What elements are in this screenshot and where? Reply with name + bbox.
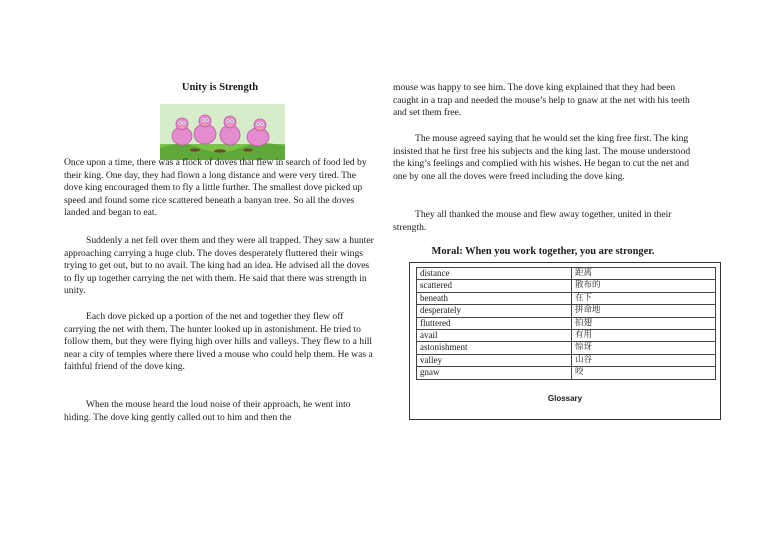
glossary-row xyxy=(417,330,716,342)
story-title: Unity is Strength xyxy=(181,82,259,93)
glossary-translation: 山谷 xyxy=(572,354,716,366)
glossary-row xyxy=(417,367,716,379)
doves-cartoon-image xyxy=(160,104,285,160)
glossary-term: gnaw xyxy=(417,367,572,379)
glossary-row xyxy=(417,354,716,366)
glossary-term: beneath xyxy=(417,292,572,304)
story-moral: Moral: When you work together, you are stronger. xyxy=(431,246,655,257)
glossary-row xyxy=(417,292,716,304)
glossary-table xyxy=(416,267,716,380)
story-paragraph: They all thanked the mouse and flew away together, united in their strength. xyxy=(393,209,672,233)
glossary-term: astonishment xyxy=(417,342,572,354)
glossary-row xyxy=(417,280,716,292)
story-paragraph: When the mouse heard the loud noise of their approach, he went into hiding. The dove king gently called out to him and then the xyxy=(64,399,351,423)
story-paragraph: Once upon a time, there was a flock of doves that flew in search of food led by their king. One day, they had flown a long distance and were very tired. The dove king encouraged them to fly a little further. The smallest dove picked up speed and found some rice scattered beneath a banyan tree. So all the doves landed and began to eat. xyxy=(64,157,367,219)
glossary-term: distance xyxy=(417,268,572,280)
story-paragraph: Suddenly a net fell over them and they were all trapped. They saw a hunter approaching carrying a huge club. The doves desperately fluttered their wings trying to get out, but to no avail. The king had an idea. He advised all the doves to fly up together carrying the net with them. He said that there was strength in unity. xyxy=(64,235,374,297)
glossary-translation: 拍翅 xyxy=(572,317,716,329)
glossary-translation: 散布的 xyxy=(572,280,716,292)
glossary-caption: Glossary xyxy=(547,394,583,403)
glossary-translation: 有用 xyxy=(572,330,716,342)
glossary-row xyxy=(417,342,716,354)
glossary-row xyxy=(417,317,716,329)
glossary-translation: 在下 xyxy=(572,292,716,304)
glossary-term: scattered xyxy=(417,280,572,292)
glossary-row xyxy=(417,268,716,280)
glossary-translation: 咬 xyxy=(572,367,716,379)
glossary-translation: 距离 xyxy=(572,268,716,280)
glossary-term: valley xyxy=(417,354,572,366)
story-paragraph: The mouse agreed saying that he would set the king free first. The king insisted that he first free his subjects and the king last. The mouse understood the king’s feelings and complied with his wishes. He began to cut the net and one by one all the doves were freed including the dove king. xyxy=(393,133,691,182)
glossary-box xyxy=(409,262,721,420)
story-paragraph: Each dove picked up a portion of the net and together they flew off carrying the net with them. The hunter looked up in astonishment. He tried to follow them, but they were flying high over hills and valleys. They flew to a hill near a city of temples where there lived a mouse who could help them. He was a faithful friend of the dove king. xyxy=(64,311,373,373)
glossary-translation: 惊讶 xyxy=(572,342,716,354)
glossary-translation: 拼命地 xyxy=(572,305,716,317)
glossary-term: desperately xyxy=(417,305,572,317)
story-paragraph: mouse was happy to see him. The dove king explained that they had been caught in a trap and needed the mouse’s help to gnaw at the net with his teeth and set them free. xyxy=(393,82,690,119)
glossary-term: avail xyxy=(417,330,572,342)
glossary-row xyxy=(417,305,716,317)
glossary-term: fluttered xyxy=(417,317,572,329)
